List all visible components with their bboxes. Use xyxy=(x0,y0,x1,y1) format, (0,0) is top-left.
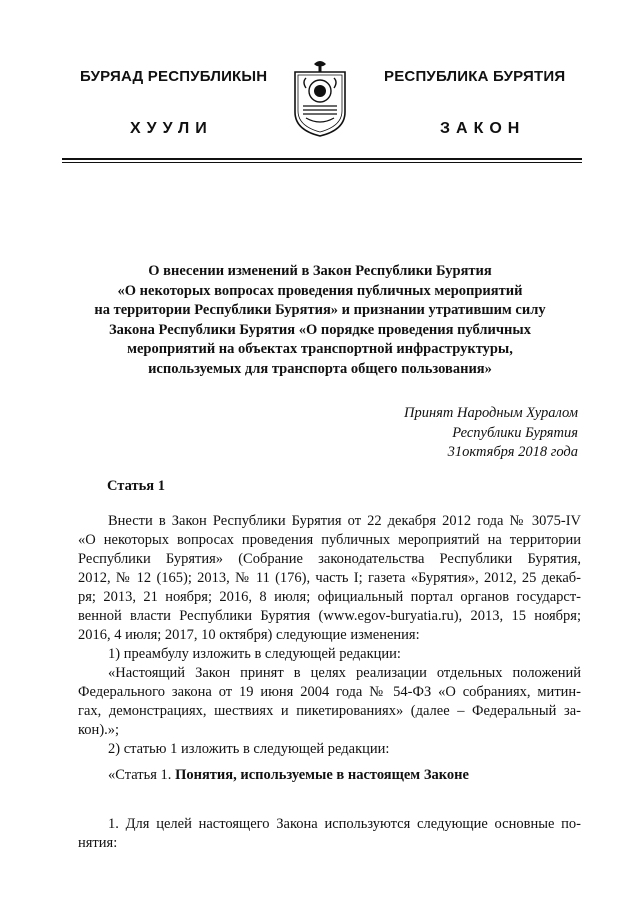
header-right-title: РЕСПУБЛИКА БУРЯТИЯ xyxy=(384,68,566,85)
paragraph-line: венной власти Республики Бурятия (www.egov-buryatia.ru), 2013, 15 ноября; xyxy=(78,608,581,624)
quote-line: «Настоящий Закон принят в целях реализации отдельных положений xyxy=(108,665,581,681)
paragraph-line: ря; 2013, 21 ноября; 2016, 8 июля; официальный портал органов государст- xyxy=(78,589,581,605)
quote-article-prefix: «Статья 1. xyxy=(108,767,172,783)
title-line: на территории Республики Бурятия» и признании утратившим силу xyxy=(94,302,546,318)
header-rule-thick xyxy=(62,158,582,160)
header-rule-thin xyxy=(62,162,582,163)
paragraph-line: 2016, 4 июля; 2017, 10 октября) следующие изменения: xyxy=(78,627,420,643)
adoption-line: 31октября 2018 года xyxy=(447,444,578,460)
article-1-text xyxy=(78,512,581,759)
quote-article-title: Понятия, используемые в настоящем Законе xyxy=(175,767,469,783)
paragraph-line: 1. Для целей настоящего Закона используются следующие основные по- xyxy=(108,816,581,832)
quote-line: кон).»; xyxy=(78,722,120,738)
coat-of-arms-emblem xyxy=(292,58,348,138)
header-right-subtitle: ЗАКОН xyxy=(440,120,526,137)
paragraph-line: Республики Бурятия» (Собрание законодательства Республики Бурятия, xyxy=(78,551,581,567)
adoption-line: Принят Народным Хуралом xyxy=(403,405,578,421)
title-line: «О некоторых вопросах проведения публичных мероприятий xyxy=(117,282,523,299)
adoption-note xyxy=(404,404,578,463)
header-left-title: БУРЯАД РЕСПУБЛИКЫН xyxy=(80,68,268,85)
title-line: используемых для транспорта общего пользования» xyxy=(148,360,492,377)
quote-line: Федерального закона от 19 июня 2004 года № 54-ФЗ «О собраниях, митин- xyxy=(78,684,581,700)
title-line: мероприятий на объектах транспортной инфраструктуры, xyxy=(127,341,513,357)
point-1-text xyxy=(78,815,581,853)
list-item: 2) статью 1 изложить в следующей редакции: xyxy=(108,741,390,757)
document-title xyxy=(70,262,570,379)
title-line: О внесении изменений в Закон Республики Бурятия xyxy=(148,263,492,279)
article-1-heading: Статья 1 xyxy=(107,478,165,494)
title-line: Закона Республики Бурятия «О порядке проведения публичных xyxy=(108,321,531,338)
article-1-quote-heading xyxy=(78,766,581,785)
paragraph-line: «О некоторых вопросах проведения публичных мероприятий на территории xyxy=(78,532,581,548)
paragraph-line: нятия: xyxy=(78,835,118,851)
paragraph-line: Внести в Закон Республики Бурятия от 22 декабря 2012 года № 3075-IV xyxy=(108,513,581,529)
list-item: 1) преамбулу изложить в следующей редакции: xyxy=(108,646,401,662)
adoption-line: Республики Бурятия xyxy=(452,424,578,441)
header-left-subtitle: ХУУЛИ xyxy=(130,120,213,137)
paragraph-line: 2012, № 12 (165); 2013, № 11 (176), часть I; газета «Бурятия», 2012, 25 декаб- xyxy=(78,570,581,586)
quote-line: гах, демонстрациях, шествиях и пикетированиях» (далее – Федеральный за- xyxy=(78,703,581,719)
